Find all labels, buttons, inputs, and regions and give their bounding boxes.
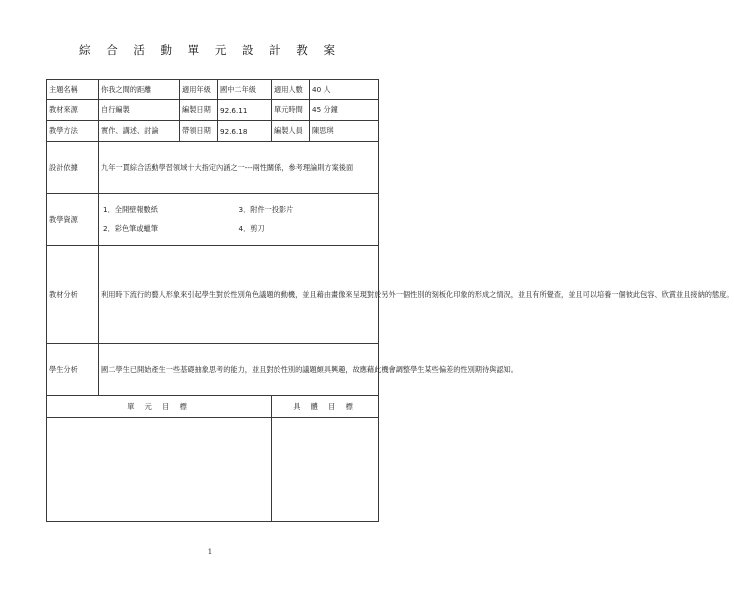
grade-label: 適用年級 xyxy=(180,80,218,100)
count-value: 40 人 xyxy=(310,80,379,100)
student-analysis-label: 學生分析 xyxy=(47,344,99,396)
lead-date-label: 帶領日期 xyxy=(180,121,218,142)
method-label: 教學方法 xyxy=(47,121,99,142)
resource-item: 1．全開壁報數紙 xyxy=(103,205,158,214)
resources-list xyxy=(101,204,376,235)
resources-label: 教學資源 xyxy=(47,194,99,246)
compile-date-value: 92.6.11 xyxy=(218,100,272,121)
resource-item: 3．附件一投影片 xyxy=(238,205,294,214)
unit-objectives-cell xyxy=(47,418,272,522)
info-row-method xyxy=(47,121,379,142)
info-row-topic xyxy=(47,80,379,100)
specific-objectives-cell xyxy=(272,418,379,522)
student-analysis-row xyxy=(47,344,379,396)
author-label: 編製人員 xyxy=(272,121,310,142)
grade-value: 國中二年級 xyxy=(218,80,272,100)
lead-date-value: 92.6.18 xyxy=(218,121,272,142)
material-analysis-row xyxy=(47,246,379,344)
lesson-plan-table xyxy=(46,79,734,522)
objectives-body-row xyxy=(47,418,379,522)
objectives-header-row xyxy=(47,396,379,418)
topic-label: 主題名稱 xyxy=(47,80,99,100)
specific-objectives-header: 具 體 目 標 xyxy=(272,396,379,418)
unit-time-value: 45 分鐘 xyxy=(310,100,379,121)
student-analysis-text: 國二學生已開始產生一些基礎抽象思考的能力，並且對於性別的議題頗具興趣，故應藉此機會調整學生某些偏差的性別期待與認知。 xyxy=(99,344,379,396)
resource-item: 4．剪刀 xyxy=(238,224,265,233)
resources-cell xyxy=(99,194,379,246)
design-basis-text: 九年一貫綜合活動學習領域十大指定內涵之一---兩性關係，參考理論則方案後面 xyxy=(99,142,379,194)
topic-value: 你我之間的距離 xyxy=(99,80,180,100)
source-value: 自行編製 xyxy=(99,100,180,121)
method-value: 實作、講述、討論 xyxy=(99,121,180,142)
resources-row xyxy=(47,194,379,246)
author-value: 陳思琪 xyxy=(310,121,379,142)
material-analysis-label: 教材分析 xyxy=(47,246,99,344)
info-row-source xyxy=(47,100,379,121)
compile-date-label: 編製日期 xyxy=(180,100,218,121)
source-label: 教材來源 xyxy=(47,100,99,121)
unit-objectives-header: 單 元 目 標 xyxy=(47,396,272,418)
unit-time-label: 單元時間 xyxy=(272,100,310,121)
page-number: 1 xyxy=(207,548,213,556)
design-basis-label: 設計依據 xyxy=(47,142,99,194)
document-title: 綜 合 活 動 單 元 設 計 教 案 xyxy=(79,43,341,57)
material-analysis-text: 利用時下流行的藝人形象來引起學生對於性別角色議題的動機，並且藉由畫像來呈現對於另外一個性別的刻板化印象的形成之情況，並且有所覺查，並且可以培養一個彼此包容、欣賞並且接納的態度。 xyxy=(99,246,379,344)
count-label: 適用人數 xyxy=(272,80,310,100)
resource-item: 2．彩色筆或蠟筆 xyxy=(103,224,158,233)
design-basis-row xyxy=(47,142,379,194)
